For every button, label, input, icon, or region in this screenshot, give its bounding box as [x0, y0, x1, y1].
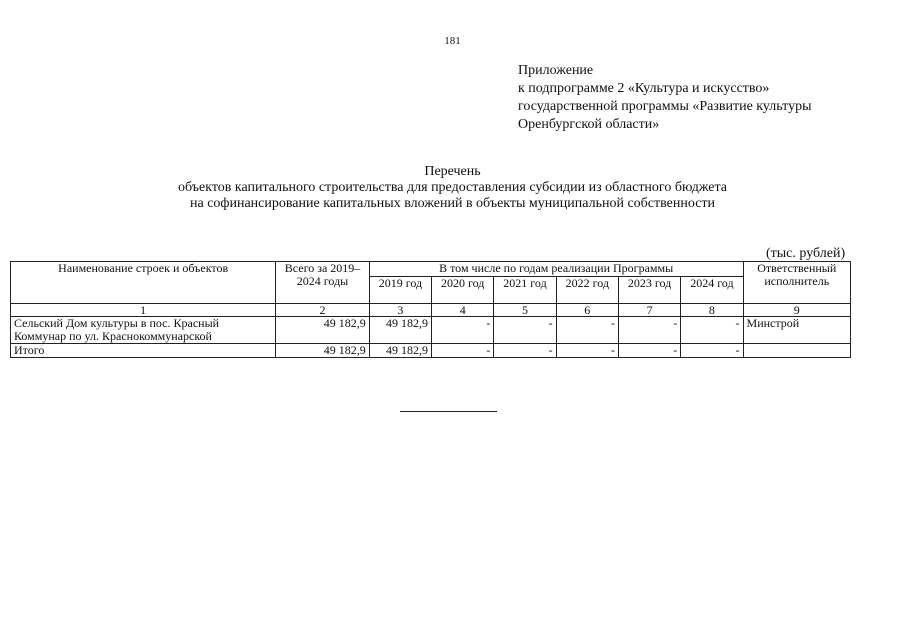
header-by-years: В том числе по годам реализации Программы [369, 262, 743, 277]
total-value: 49 182,9 [276, 344, 369, 358]
column-number: 7 [618, 304, 680, 317]
row-year-value: - [681, 317, 743, 344]
total-year-value: 49 182,9 [369, 344, 431, 358]
column-number: 9 [743, 304, 850, 317]
units-label: (тыс. рублей) [766, 246, 846, 261]
title-block [0, 164, 905, 212]
column-number: 2 [276, 304, 369, 317]
total-row [11, 344, 851, 358]
column-number: 4 [432, 304, 494, 317]
total-year-value: - [432, 344, 494, 358]
column-number: 6 [556, 304, 618, 317]
end-rule [400, 411, 497, 412]
row-year-value: - [618, 317, 680, 344]
document-title: Перечень [424, 164, 481, 179]
annex-line: к подпрограмме 2 «Культура и искусство» [518, 81, 770, 96]
table-row [11, 317, 851, 344]
objects-table [10, 261, 851, 358]
document-subtitle: объектов капитального строительства для предоставления субсидии из областного бюджета [177, 180, 728, 195]
page-number: 181 [444, 35, 461, 47]
header-year: 2021 год [494, 277, 556, 304]
column-numbers-row [11, 304, 851, 317]
total-year-value: - [681, 344, 743, 358]
header-year: 2020 год [432, 277, 494, 304]
header-year: 2019 год [369, 277, 431, 304]
header-total: Всего за 2019–2024 годы [276, 262, 369, 304]
column-number: 1 [11, 304, 276, 317]
row-executor: Минстрой [743, 317, 850, 344]
row-name: Сельский Дом культуры в пос. Красный Коммунар по ул. Краснокоммунарской [11, 317, 276, 344]
row-year-value: - [432, 317, 494, 344]
annex-line: государственной программы «Развитие культуры [518, 99, 812, 114]
total-year-value: - [556, 344, 618, 358]
header-name: Наименование строек и объектов [11, 262, 276, 304]
row-year-value: - [494, 317, 556, 344]
header-year: 2022 год [556, 277, 618, 304]
header-executor: Ответственный исполнитель [743, 262, 850, 304]
header-year: 2024 год [681, 277, 743, 304]
table-header-row [11, 262, 851, 277]
total-year-value: - [494, 344, 556, 358]
row-year-value: 49 182,9 [369, 317, 431, 344]
total-label: Итого [11, 344, 276, 358]
header-year: 2023 год [618, 277, 680, 304]
column-number: 3 [369, 304, 431, 317]
annex-line: Приложение [518, 63, 594, 78]
annex-note [518, 62, 888, 134]
column-number: 5 [494, 304, 556, 317]
row-year-value: - [556, 317, 618, 344]
total-executor [743, 344, 850, 358]
document-subtitle: на софинансирование капитальных вложений в объекты муниципальной собственности [189, 196, 716, 211]
annex-line: Оренбургской области» [518, 117, 660, 132]
column-number: 8 [681, 304, 743, 317]
row-total: 49 182,9 [276, 317, 369, 344]
total-year-value: - [618, 344, 680, 358]
